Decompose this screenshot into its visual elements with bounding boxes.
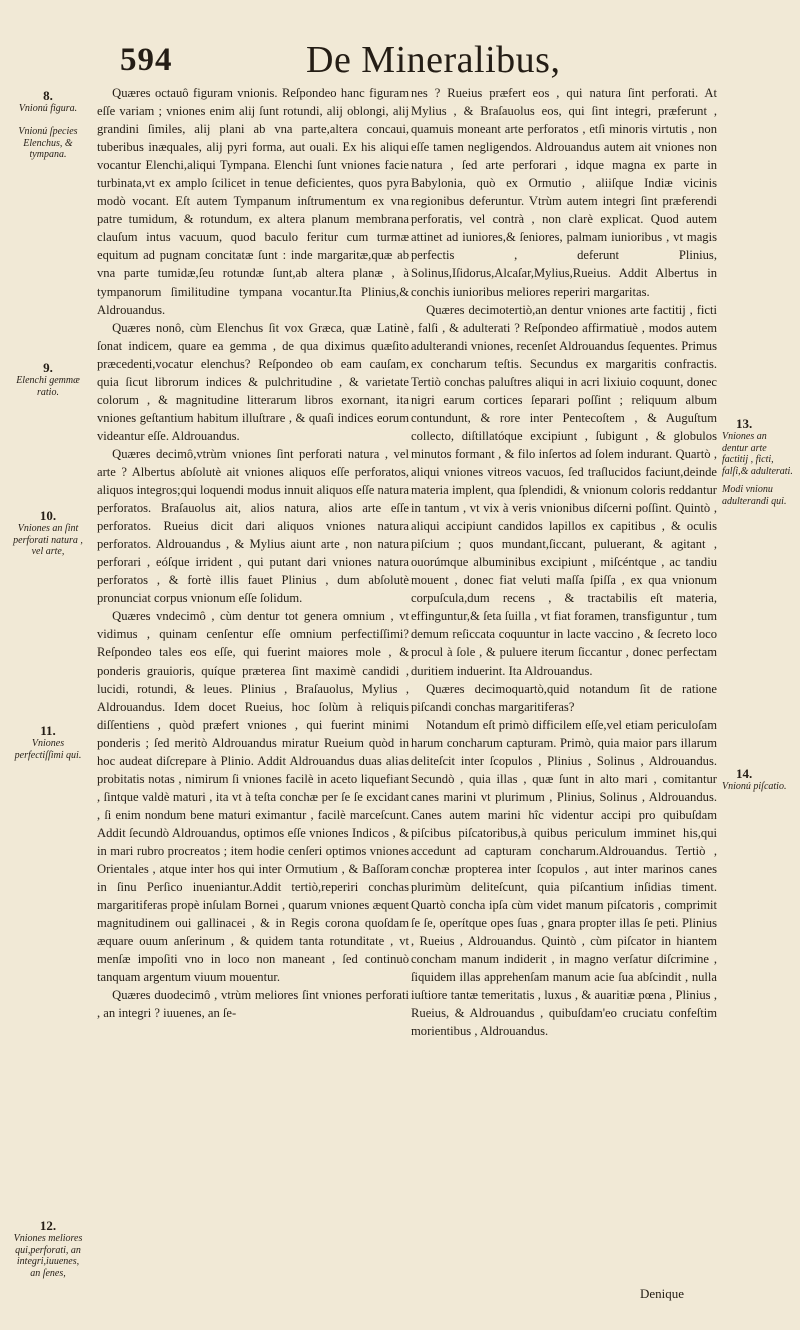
margin-note-species <box>12 126 84 161</box>
margin-note-number: 12. <box>39 1218 57 1233</box>
paragraph-ninth-question: Quæres nonô, cùm Elenchus ſit vox Græca, quæ Latinè ſonat indicem, quare ea gemma , de qua diximus quæſito præcedenti,vocatur elenchus? Reſpondeo ob eam cauſam, quia ſicut librorum indices & pulchritudine , & varietate colorum , & magnitudine litterarum libros exornant, ita vniones geſtantium habitum illuſtrare , & quaſi indices eorum videantur eſſe. Aldrouandus. <box>97 320 409 443</box>
margin-note-14 <box>722 766 794 793</box>
margin-note-8 <box>12 88 84 115</box>
margin-note-number: 9. <box>43 360 53 375</box>
paragraph-eighth-question: Quæres octauô figuram vnionis. Reſpondeo hanc figuram eſſe variam ; vniones enim alij ſunt rotundi, alij oblongi, alij grandini ſimiles, alij plani ab vna parte,altera concaui, tuberibus inæquales, alij pyri forma, aut ouali. Ex his aliqui vocantur Elenchi,aliqui Tympana. Elenchi ſunt vniones facie turbinata,vt ex amplo ſcilicet in tenue deficientes, quos pyra modò vocant. Eſt autem Tympanum inſtrumentum ex vna patre tumidum, & rotundum, ex altera planum membrana clauſum intus vacuum, quod baculo feritur cum turmæ equitum ad pugnam concitatæ ſunt : inde margaritæ,quæ ab vna parte tumidæ,ſeu rotundæ ſunt,ab altera planæ , à tympanorum ſimilitudine tympana vocantur.Ita Plinius,& Aldrouandus. <box>97 86 409 317</box>
paragraph-fishing-notes: Notandum eſt primò difficilem eſſe,vel etiam periculoſam harum concharum capturam. Primò, quia maior pars illarum delitеſcit inter ſcopulos , Plinius , Solinus , Aldrouandus. Secundò , quia illas , quæ ſunt in alto mari , comitantur canes marini vt plurimum , Plinius, Solinus , Aldrouandus. Canes autem marini hîc videntur accipi pro quibuſdam piſcibus piſcatoribus,à quibus periculum imminet his,qui accedunt ad capturam concharum.Aldrouandus. Tertiò , conchæ propterea inter ſcopulos , aut inter marinos canes plurimùm delitеſcunt, quia piſcantium inſidias timent. Quartò concha ipſa cùm videt manum piſcatoris , comprimit ſe ſe, operítque opes ſuas , gnara propter illas ſe peti. Plinius , Rueius , Aldrouandus. Quintò , cùm piſcator in hiantem concham manum indiderit , in magno verſatur diſcrimine , ſiquidem illas apprehenſam manum acie ſua abſcindit , nulla iuſtiore tantæ temeritatis , luxus , & auaritiæ pœna , Plinius , Rueius, & Aldrouandus , quibuſdam'eo cruciatu confeſtim morientibus , Aldrouandus. <box>411 717 717 1039</box>
margin-note-number: 13. <box>736 416 753 431</box>
margin-note-text: Vniones meliores qui,perforati, an integri,iuuenes, an ſenes, <box>13 1233 83 1279</box>
paragraph-thirteenth-question: Quæres decimotertiò,an dentur vniones arte factitij , ficti , falſi , & adulterati ? Reſpondeo affirmatiuè , modos autem adulterandi vniones, recenſet Aldrouandus ſequentes. Primus ex concharum teſtis. Secundus ex margaritis confractis. Tertiò conchas paluſtres aliqui in acri lixiuio coquunt, donec nigri earum cortices ſeparari poſſint ; reliquum album contundunt, & rore inter Pentecoſtem , & Auguſtum collecto, diſtillatóque excipiunt , ſubigunt , & globulos minutos formant , & filo inſertos ad ſolem indurant. Quartò , aliqui vniones vitreos vacuos, ſed traſlucidos faciunt,deinde materia implent, qua ſplendidi, & vnionum coloris reddantur in tantum , vt vix à veris vnionibus diſcerni poſſint. Quintò , aliqui accipiunt candidos lapillos ex capitibus , & oculis piſcium ; quos mundant,ſiccant, puluerant, & agitant , ouorúmque albuminibus excipiunt , miſcéntque , ac tandiu mouent , donec fiat veluti maſſa ſpiſſa , ex qua vnionum corpuſcula,dum recens , & tractabilis eſt materia, effinguntur,& ſeta ſuilla , vt fiat foramen, transfiguntur , tum demum reſiccata coquuntur in lacte vaccino , & ſecreto loco procul à ſole , & puluere iterum ſiccantur , donec perfectam duritiem induerint. Ita Aldrouandus. <box>411 302 717 678</box>
margin-note-9 <box>12 360 84 398</box>
margin-note-13 <box>722 416 794 477</box>
margin-note-number: 8. <box>43 88 53 103</box>
margin-note-text: Vnionú piſcatio. <box>722 781 787 792</box>
right-text-column <box>411 84 717 1040</box>
left-text-column <box>97 84 409 1022</box>
margin-note-number: 14. <box>736 766 753 781</box>
margin-note-text: Vnionú ſpecies Elenchus, & tympana. <box>18 126 78 161</box>
paragraph-tenth-question: Quæres decimô,vtrùm vniones ſint perforati natura , vel arte ? Albertus abſolutè ait vniones aliquos eſſe perforatos, aliquos integros;qui loquendi modus innuit aliquos eſſe natura perforatos. Braſauolus ait, alios natura, alios arte eſſe perforatos. Rueius dicit dari aliquos vniones natura perforatos. Aldrouandus , & Mylius aiunt arte , non natura perforari , eóſque irrident , qui putant dari vniones natura perforatos , & fortè illis fauet Plinius , dum abſolutè pronunciat corpus vnionum eſſe ſolidum. <box>97 446 409 606</box>
paragraph-eleventh-question: Quæres vndecimô , cùm dentur tot genera omnium , vt vidimus , quinam cenſentur eſſe omnium perfectiſſimi?Reſpondeo tales eos eſſe, qui fuerint maiores mole , & ponderis grauioris, quíque præterea ſint maximè candidi , lucidi, rotundi, & leues. Plinius , Braſauolus, Mylius , Aldrouandus. Idem docet Rueius, hoc ſolùm à reliquis diſſentiens , quòd præfert vniones , qui fuerint minimi ponderis ; ſed meritò Aldrouandus miratur Rueium quòd in hoc audeat diſcrepare à Plinio. Addit Aldrouandus duas alias probitatis notas , nimirum ſi vniones facilè in aceto liquefiant , ſintque valdè maturi , ita vt à teſta conchæ per ſe ſe excidant , ſi enim nondum bene maturi eximantur , facilè marceſcunt. Addit ſecundò Aldrouandus, optimos eſſe vniones Indicos , & in mari rubro procreatos ; item hodie cenſeri optimos vniones Orientales , atque inter hos qui inter Ormutium , & Baſſoram in ſinu Perſico inueniantur.Addit tertiò,reperiri conchas margaritiferas propè inſulam Bornei , quarum vniones æquent magnitudinem oui gallinacei , & in Regis corona quoſdam æquare ouum anſerinum , & quidem tanta rotunditate , vt menſæ impoſiti vno in loco non maneant , ſed continuò tanquam argentum viuum mouentur. <box>97 609 409 985</box>
margin-note-number: 11. <box>40 723 56 738</box>
margin-note-text: Vnionú figura. <box>18 103 78 114</box>
margin-note-text: Modi vnionu adulterandi qui. <box>722 484 787 507</box>
page-number: 594 <box>120 42 173 78</box>
margin-note-text: Elenchi gemmæ ratio. <box>16 375 80 398</box>
catchword: Denique <box>640 1286 685 1301</box>
margin-note-11 <box>12 723 84 761</box>
margin-note-number: 10. <box>39 508 57 523</box>
margin-note-12 <box>12 1218 84 1279</box>
margin-note-text: Vniones an dentur arte factitij , ficti, falſi,& adulterati. <box>722 431 793 477</box>
margin-note-10 <box>12 508 84 558</box>
paragraph-twelfth-continued: nes ? Rueius præfert eos , qui natura ſint perforati. At Mylius , & Braſauolus eos, qui ſint integri, præferunt , quamuis moneant arte perforatos , etſi minoris virtutis , non eſſe tamen negligendos. Aldrouandus autem ait vniones non natura , ſed arte perforari , idque magna ex parte in Babylonia, quò ex Ormutio , aliiſque Indiæ vicinis regionibus deferuntur. Vtrùm autem integri ſint præferendi perforatis, vel contrà , non clarè explicat. Quod autem attinet ad iuniores,& ſeniores, palmam iunioribus , vt magis perfectis , deferunt Plinius, Solinus,Iſidorus,Alcaſar,Mylius,Rueius. Addit Albertus in conchis iunioribus meliores reperiri margaritas. <box>411 86 717 299</box>
margin-note-text: Vniones perfectiſſimi qui. <box>14 738 82 761</box>
paragraph-twelfth-question: Quæres duodecimô , vtrùm meliores ſint vniones perforati , an integri ? iuuenes, an ſe- <box>97 988 409 1021</box>
paragraph-fourteenth-question: Quæres decimoquartò,quid notandum ſit de ratione piſcandi conchas margaritiferas? <box>411 681 717 714</box>
margin-note-text: Vniones an ſint perforati natura , vel arte, <box>13 523 83 558</box>
running-title: De Mineralibus, <box>306 39 561 81</box>
margin-note-adulteration <box>722 484 794 507</box>
